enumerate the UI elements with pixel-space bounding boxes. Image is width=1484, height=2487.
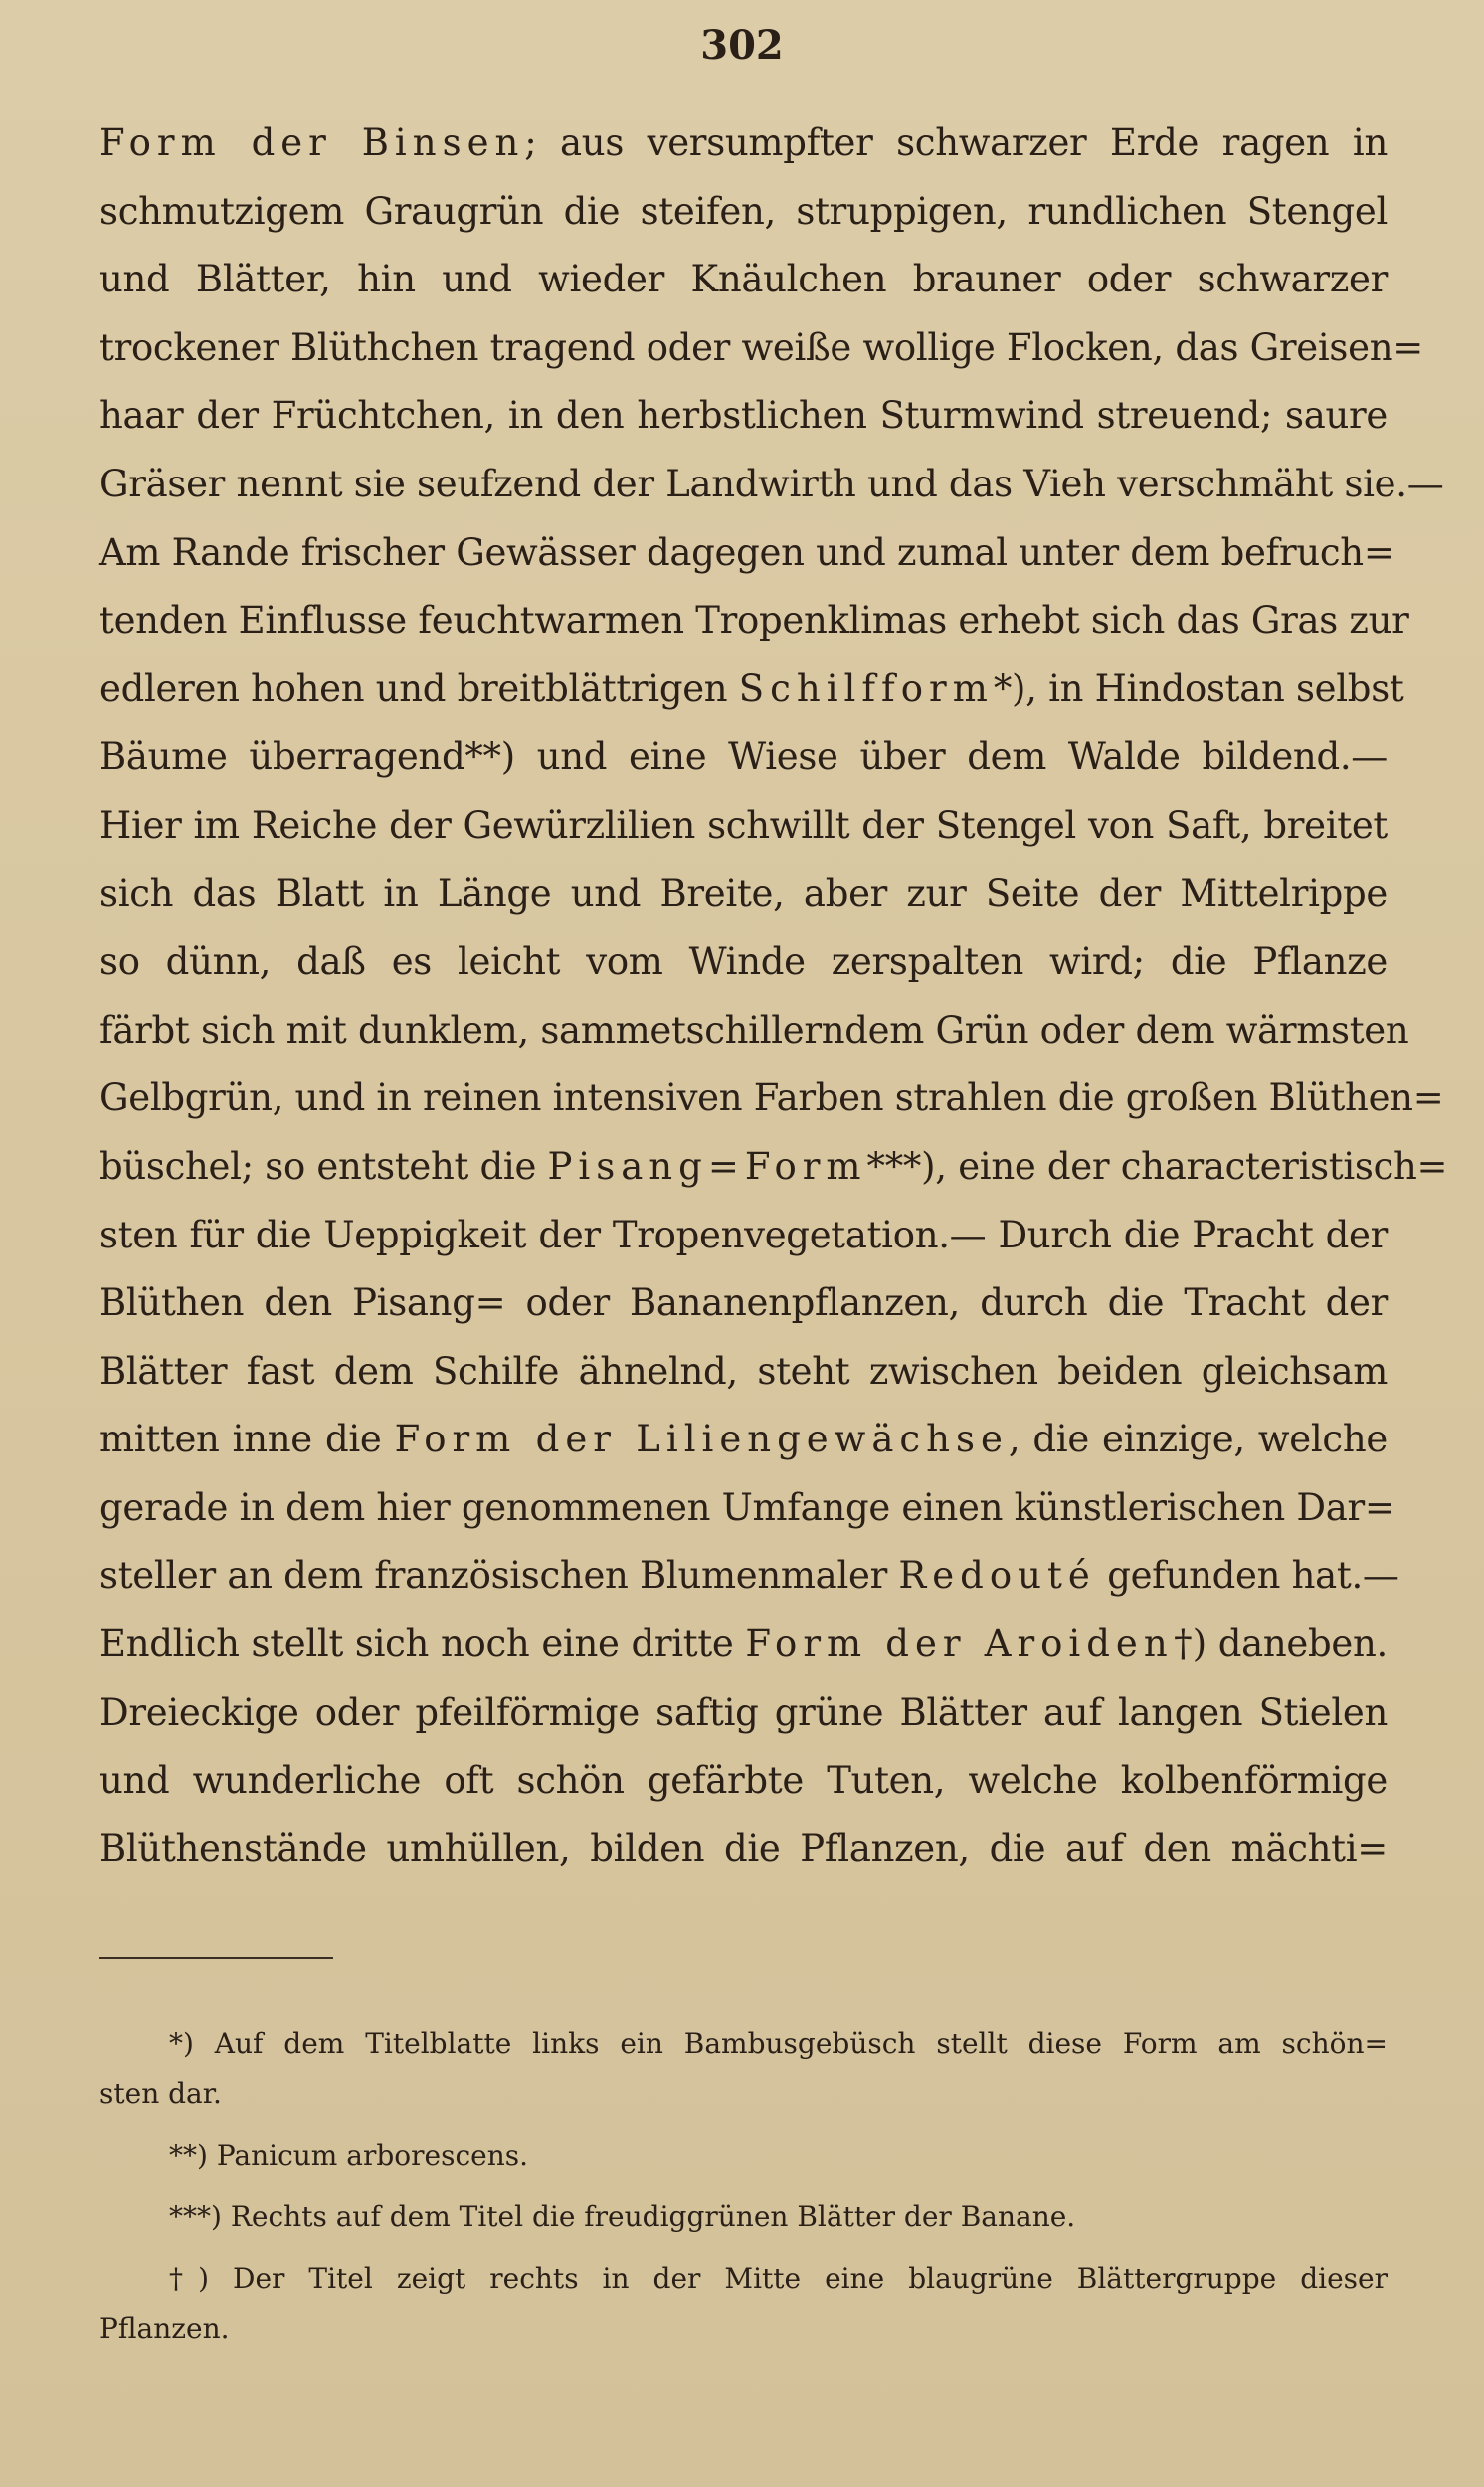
text-line: schmutzigem Graugrün die steifen, struppigen, rundlichen Stengel <box>99 189 1388 233</box>
text-line: sich das Blatt in Länge und Breite, aber zur Seite der Mittelrippe <box>99 871 1388 915</box>
footnote-divider <box>99 1957 333 1959</box>
text-line: Blüthen den Pisang= oder Bananenpflanzen, durch die Tracht der <box>99 1281 1388 1325</box>
text-line: Dreieckige oder pfeilförmige saftig grüne Blätter auf langen Stielen <box>99 1690 1388 1734</box>
text-line: edleren hohen und breitblättrigen Schilfform*), in Hindostan selbst <box>99 667 1404 710</box>
text-line: büschel; so entsteht die Pisang=Form***), eine der characteristisch= <box>99 1144 1448 1188</box>
text-line: tenden Einflusse feuchtwarmen Tropenklimas erhebt sich das Gras zur <box>99 599 1409 643</box>
text-line: Hier im Reiche der Gewürzlilien schwillt der Stengel von Saft, breitet <box>99 803 1388 847</box>
text-line: Gelbgrün, und in reinen intensiven Farben strahlen die großen Blüthen= <box>99 1076 1444 1120</box>
text-line: Gräser nennt sie seufzend der Landwirth und das Vieh verschmäht sie.— <box>99 462 1444 505</box>
text-line: haar der Früchtchen, in den herbstlichen Sturmwind streuend; saure <box>99 394 1388 438</box>
text-line: färbt sich mit dunklem, sammetschillerndem Grün oder dem wärmsten <box>99 1008 1409 1052</box>
footnote: †) Der Titel zeigt rechts in der Mitte eine blaugrüne Blättergruppe dieser <box>169 2262 1388 2295</box>
text-line: sten für die Ueppigkeit der Tropenvegetation.— Durch die Pracht der <box>99 1213 1388 1256</box>
text-line: Blüthenstände umhüllen, bilden die Pflanzen, die auf den mächti= <box>99 1826 1388 1870</box>
text-line: Endlich stellt sich noch eine dritte Form der Aroiden†) daneben. <box>99 1623 1388 1666</box>
text-line: gerade in dem hier genommenen Umfange einen künstlerischen Dar= <box>99 1485 1395 1529</box>
text-line: mitten inne die Form der Liliengewächse, die einzige, welche <box>99 1418 1388 1461</box>
page-number: 302 <box>700 22 784 69</box>
text-line: so dünn, daß es leicht vom Winde zerspalten wird; die Pflanze <box>99 940 1388 984</box>
text-line: trockener Blüthchen tragend oder weiße wollige Flocken, das Greisen= <box>99 325 1423 369</box>
text-line: Blätter fast dem Schilfe ähnelnd, steht zwischen beiden gleichsam <box>99 1349 1388 1393</box>
footnote-continuation: sten dar. <box>99 2077 222 2110</box>
footnote: *) Auf dem Titelblatte links ein Bambusgebüsch stellt diese Form am schön= <box>169 2027 1388 2060</box>
body-text <box>99 109 1448 1883</box>
footnote-continuation: Pflanzen. <box>99 2312 230 2345</box>
text-line: und wunderliche oft schön gefärbte Tuten, welche kolbenförmige <box>99 1759 1388 1803</box>
text-line: Am Rande frischer Gewässer dagegen und zumal unter dem befruch= <box>99 530 1394 574</box>
text-line: Form der Binsen; aus versumpfter schwarzer Erde ragen in <box>99 121 1388 164</box>
footnotes <box>99 2019 1388 2354</box>
text-line: und Blätter, hin und wieder Knäulchen brauner oder schwarzer <box>99 258 1388 301</box>
text-line: Bäume überragend**) und eine Wiese über dem Walde bildend.— <box>99 735 1388 779</box>
text-line: steller an dem französischen Blumenmaler Redouté gefunden hat.— <box>99 1554 1399 1598</box>
footnote: **) Panicum arborescens. <box>169 2139 528 2172</box>
footnote: ***) Rechts auf dem Titel die freudiggrünen Blätter der Banane. <box>169 2200 1076 2233</box>
